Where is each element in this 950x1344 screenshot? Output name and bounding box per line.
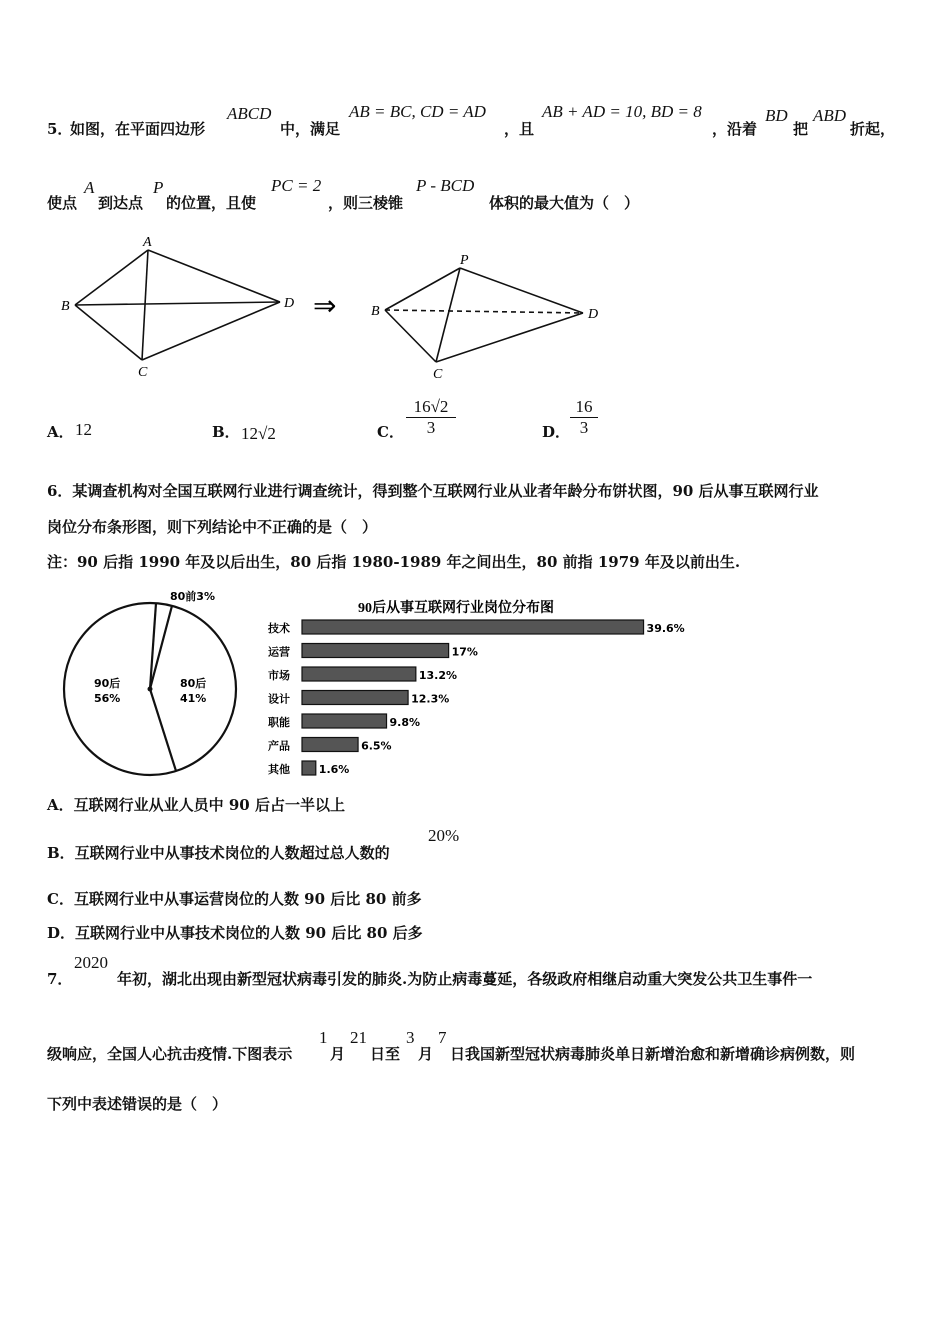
q6-option-d[interactable]: D．互联网行业中从事技术岗位的人数 90 后比 80 后多 — [47, 924, 423, 942]
bar-职能 — [302, 714, 387, 728]
option-c-label[interactable]: C． — [377, 423, 404, 441]
q5-math: P — [153, 178, 164, 197]
option-d-fraction — [570, 397, 598, 438]
q5-figure — [55, 230, 615, 385]
q5-text: ，沿着 — [712, 120, 758, 138]
pie-label-90-after: 90后 — [94, 677, 121, 690]
bar-value-label: 17% — [451, 645, 478, 659]
q7-text: 日我国新型冠状病毒肺炎单日新增治愈和新增确诊病例数，则 — [450, 1045, 856, 1063]
label-c2: C — [433, 367, 443, 382]
bar-marks — [267, 620, 685, 776]
bar-产品 — [302, 738, 358, 752]
bar-category-label: 设计 — [268, 692, 290, 706]
q7-math: 7 — [438, 1028, 447, 1047]
edge-ab — [75, 250, 148, 305]
option-c-numerator: 16√2 — [413, 397, 449, 416]
pie-label-80-after: 80后 — [180, 677, 207, 690]
option-a-value: 12 — [75, 420, 92, 439]
bar-运营 — [302, 644, 449, 658]
option-d-label[interactable]: D． — [542, 423, 571, 441]
q6-option-c[interactable]: C．互联网行业中从事运营岗位的人数 90 后比 80 前多 — [47, 890, 422, 908]
q7-text: 级响应，全国人心抗击疫情.下图表示 — [47, 1045, 293, 1063]
bar-其他 — [302, 761, 316, 775]
label-b2: B — [371, 304, 380, 319]
q5-math: AB + AD = 10, BD = 8 — [542, 102, 702, 121]
label-a: A — [143, 235, 152, 250]
q7-math: 1 — [319, 1028, 328, 1047]
fold-arrow: ⇒ — [313, 291, 337, 322]
edge-pc — [436, 268, 460, 362]
label-p: P — [460, 253, 469, 268]
diagonal-bd — [75, 302, 280, 305]
q7-text: 月 — [418, 1045, 434, 1063]
q5-text: ，则三棱锥 — [328, 194, 404, 212]
q5-text: 到达点 — [98, 194, 144, 212]
option-c-denominator: 3 — [426, 418, 436, 437]
q5-text: 如图，在平面四边形 — [70, 120, 206, 138]
q6-option-b[interactable]: B．互联网行业中从事技术岗位的人数超过总人数的 — [47, 844, 390, 862]
edge-pd — [460, 268, 583, 313]
q5-number: 5． — [47, 120, 73, 138]
q5-math: ABCD — [227, 104, 272, 123]
edge-cd — [436, 313, 583, 362]
q6-option-b-math: 20% — [428, 826, 460, 845]
bar-value-label: 9.8% — [389, 716, 421, 729]
q6-line-2: 岗位分布条形图，则下列结论中不正确的是（ ） — [47, 518, 378, 536]
edge-cb — [75, 305, 142, 360]
bar-value-label: 12.3% — [411, 692, 450, 706]
edge-bd-hidden — [385, 310, 583, 313]
bar-category-label: 产品 — [268, 739, 290, 753]
option-d-denominator: 3 — [579, 418, 589, 437]
bar-value-label: 39.6% — [646, 622, 685, 635]
job-bar-chart — [262, 592, 702, 780]
bar-技术 — [302, 620, 644, 634]
option-a-label[interactable]: A． — [47, 423, 74, 441]
option-d-numerator: 16 — [575, 397, 593, 416]
q5-math: BD — [765, 106, 788, 125]
bar-设计 — [302, 691, 408, 705]
pie-label-80-before: 80前3% — [170, 590, 215, 603]
bar-category-label: 技术 — [268, 622, 290, 635]
q7-number: 7． — [47, 970, 73, 988]
q6-option-a[interactable]: A．互联网行业从业人员中 90 后占一半以上 — [47, 796, 345, 814]
label-d2: D — [588, 307, 599, 322]
bar-市场 — [302, 667, 416, 681]
bar-chart-title: 90后从事互联网行业岗位分布图 — [358, 601, 554, 616]
bar-value-label: 13.2% — [418, 669, 458, 682]
pie-center — [148, 687, 153, 692]
q5-text: 的位置，且使 — [166, 194, 257, 212]
pie-boundary-90后 — [150, 689, 176, 771]
label-d: D — [284, 296, 295, 311]
label-b: B — [61, 299, 70, 314]
edge-pb — [385, 268, 460, 310]
edge-bc — [385, 310, 436, 362]
pie-slices — [148, 603, 177, 771]
bar-category-label: 市场 — [268, 669, 290, 682]
edge-ad — [148, 250, 280, 302]
q7-math: 21 — [350, 1028, 367, 1047]
q6-line-1: 6．某调查机构对全国互联网行业进行调查统计，得到整个互联网行业从业者年龄分布饼状图，90 后从事互联网行业 — [47, 482, 819, 500]
q5-text: ，且 — [504, 120, 535, 138]
q5-math: P - BCD — [416, 176, 475, 195]
tetrahedron-pbcd — [385, 268, 583, 362]
q7-text: 年初，湖北出现由新型冠状病毒引发的肺炎.为防止病毒蔓延，各级政府相继启动重大突发公共卫生事件一 — [117, 970, 813, 988]
q5-text: 把 — [793, 120, 809, 138]
option-b-label[interactable]: B． — [212, 423, 240, 441]
q7-math: 2020 — [74, 953, 108, 972]
q7-text: 日至 — [370, 1045, 401, 1063]
q5-math: ABD — [813, 106, 847, 125]
bar-category-label: 其他 — [268, 763, 290, 776]
bar-value-label: 6.5% — [361, 739, 392, 753]
q7-line-3: 下列中表述错误的是（ ） — [47, 1095, 228, 1113]
pie-pct-80-after: 41% — [180, 692, 207, 705]
edge-dc — [142, 302, 280, 360]
quadrilateral-abcd — [75, 250, 280, 360]
q5-text: 中，满足 — [280, 120, 341, 138]
q5-math: A — [84, 178, 95, 197]
q6-note: 注：90 后指 1990 年及以后出生，80 后指 1980-1989 年之间出生，80 前指 1979 年及以前出生. — [47, 553, 741, 571]
option-c-fraction — [406, 397, 456, 438]
bar-category-label: 职能 — [268, 716, 290, 729]
label-c: C — [138, 365, 148, 380]
bar-value-label: 1.6% — [318, 763, 350, 776]
option-b-value: 12√2 — [241, 424, 276, 443]
q5-math: AB = BC, CD = AD — [349, 102, 486, 121]
q7-math: 3 — [406, 1028, 415, 1047]
pie-pct-90-after: 56% — [94, 692, 121, 705]
q5-text: 使点 — [47, 194, 78, 212]
bar-category-label: 运营 — [268, 645, 290, 659]
q5-text: 折起， — [850, 120, 896, 138]
q5-math: PC = 2 — [271, 176, 322, 195]
q7-text: 月 — [330, 1045, 346, 1063]
q5-text: 体积的最大值为（ ） — [489, 194, 640, 212]
age-pie-chart — [60, 588, 250, 778]
diagonal-ac — [142, 250, 148, 360]
